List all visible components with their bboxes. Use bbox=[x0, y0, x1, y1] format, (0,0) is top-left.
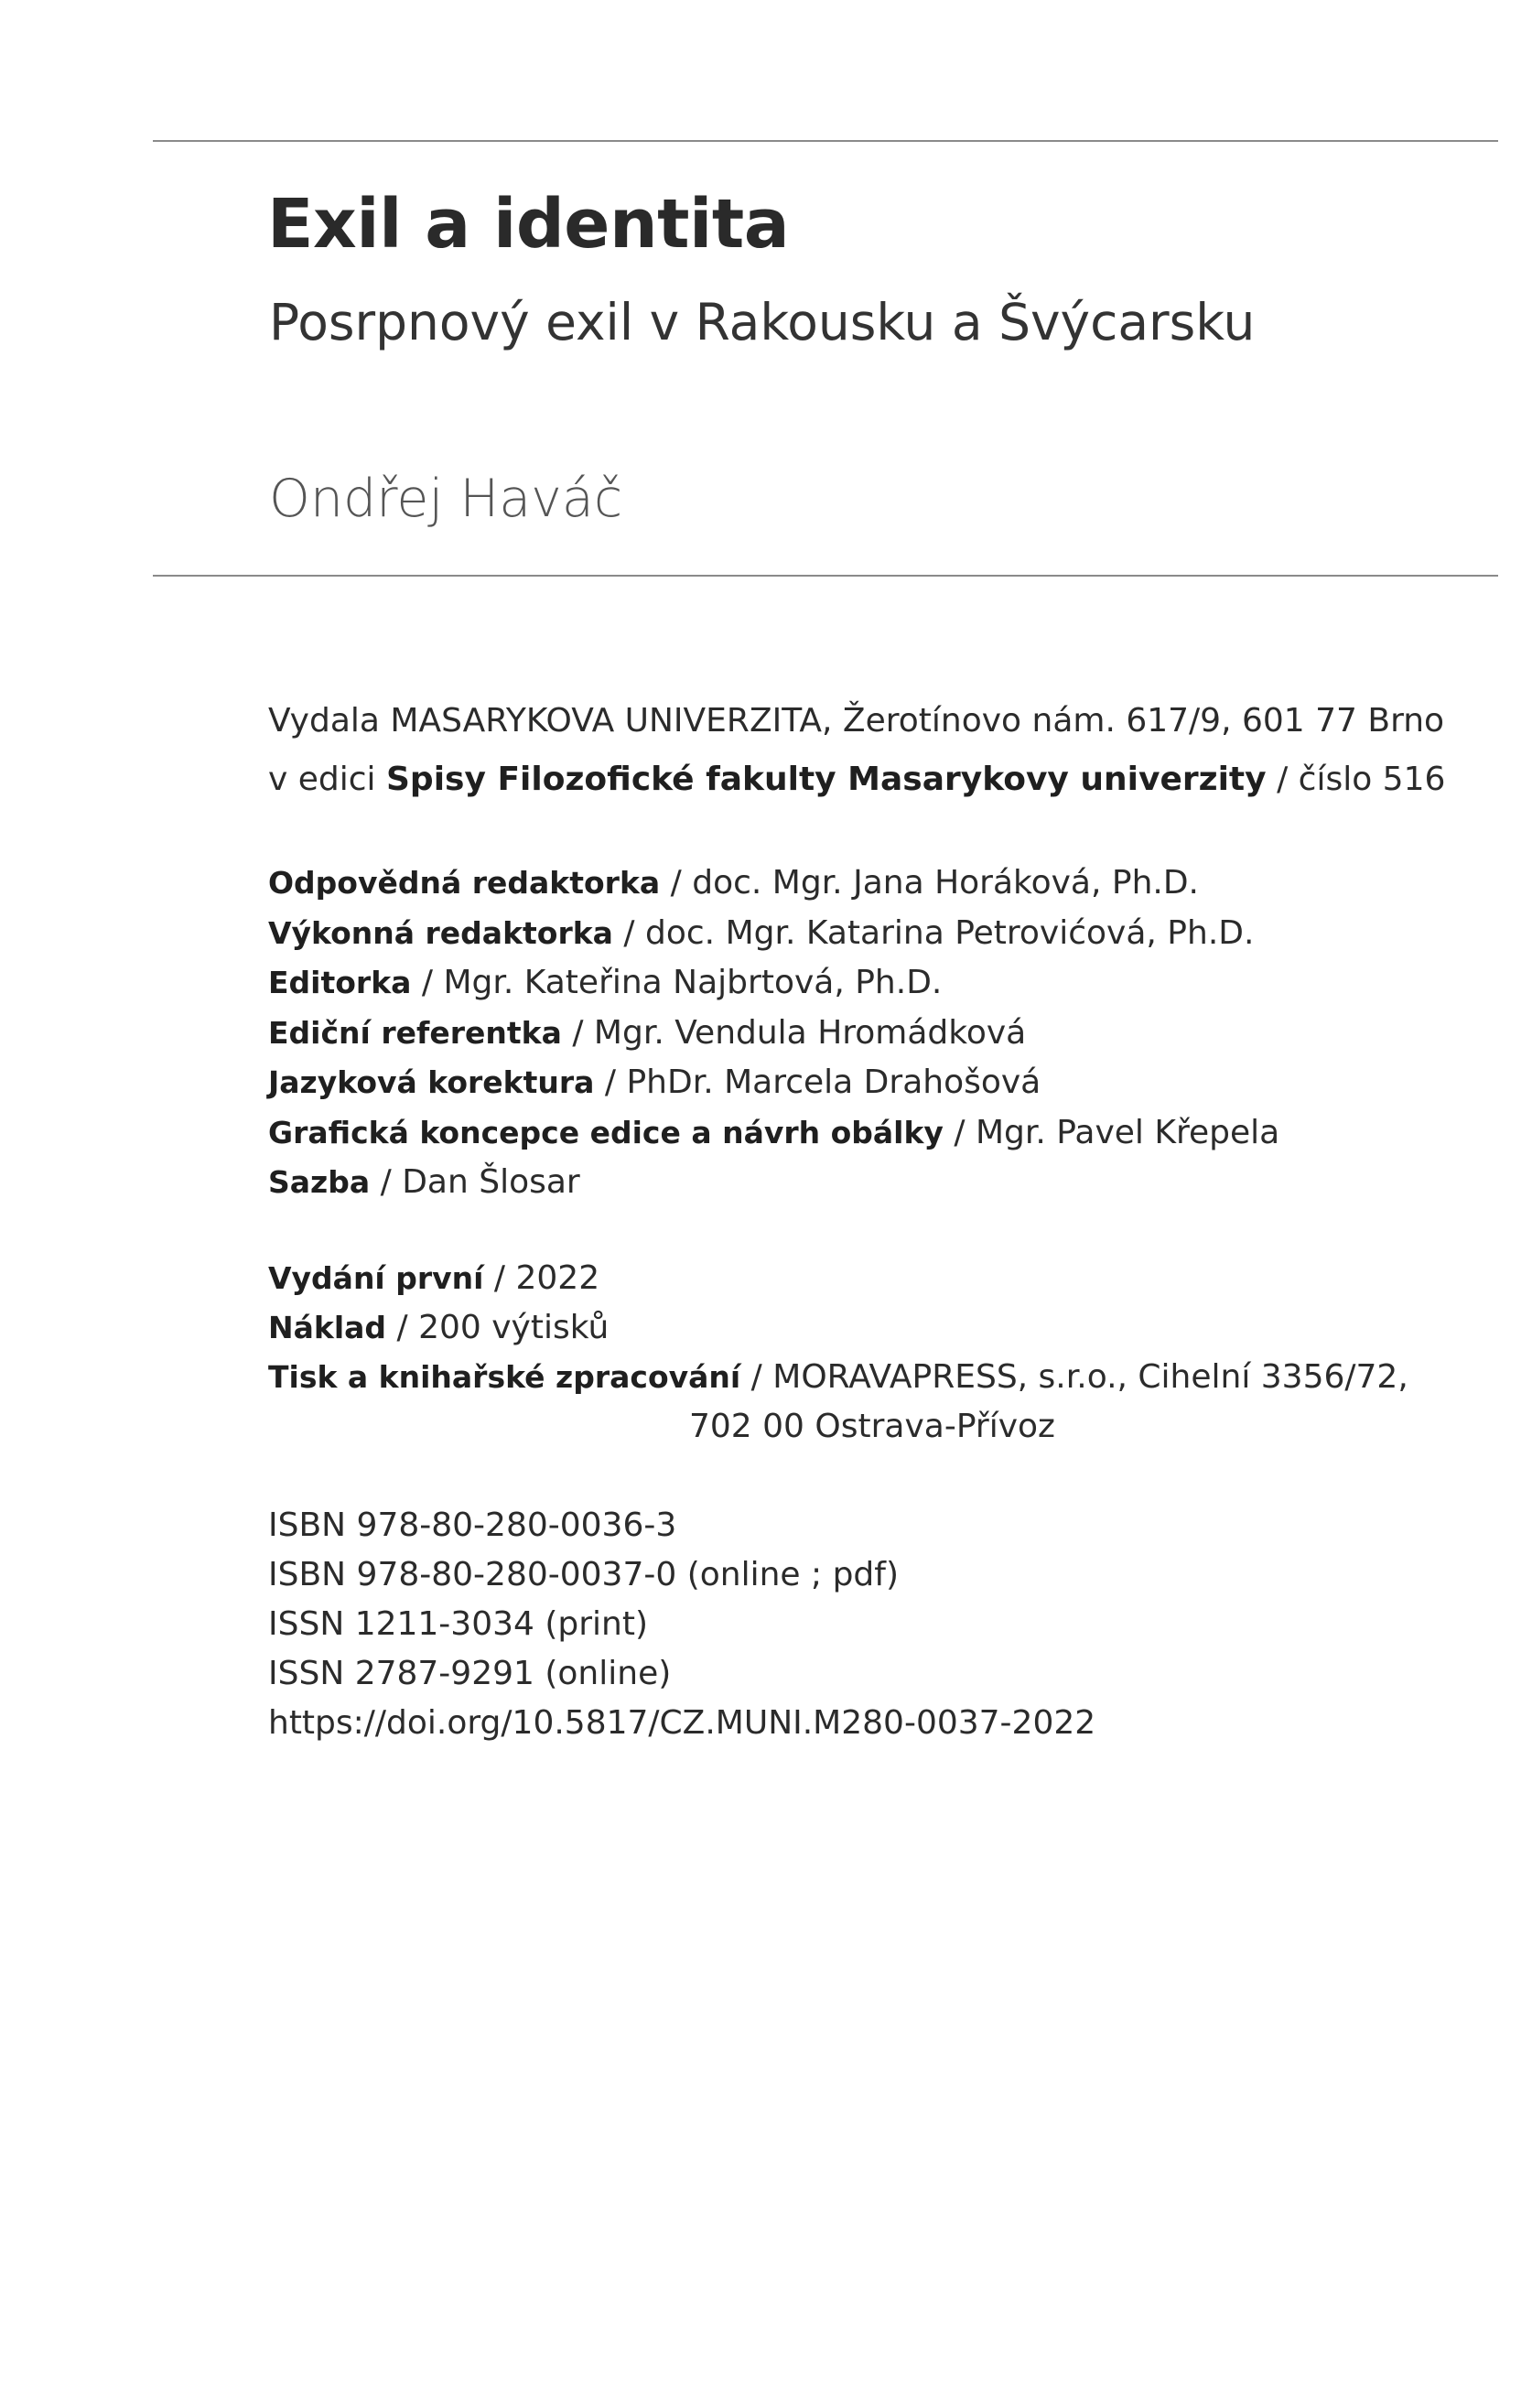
series-name: Spisy Filozofické fakulty Masarykovy univerzity bbox=[386, 761, 1267, 798]
isbn-online: ISBN 978-80-280-0037-0 (online ; pdf) bbox=[268, 1556, 899, 1593]
credit-row bbox=[268, 958, 1279, 1009]
series-line bbox=[268, 750, 1445, 809]
credit-role: Odpovědná redaktorka bbox=[268, 865, 661, 901]
credit-row bbox=[268, 1158, 1279, 1208]
credit-name: doc. Mgr. Katarina Petrovićová, Ph.D. bbox=[645, 913, 1255, 952]
identifiers-block bbox=[268, 1501, 1095, 1748]
credit-role: Ediční referentka bbox=[268, 1014, 562, 1051]
isbn-print: ISBN 978-80-280-0036-3 bbox=[268, 1506, 677, 1544]
credit-role: Jazyková korektura bbox=[268, 1064, 595, 1100]
issn-online: ISSN 2787-9291 (online) bbox=[268, 1655, 672, 1692]
printer-address-line2: 702 00 Ostrava-Přívoz bbox=[689, 1408, 1055, 1445]
publisher-block bbox=[268, 692, 1445, 809]
issn-print: ISSN 1211-3034 (print) bbox=[268, 1605, 649, 1643]
top-divider bbox=[153, 140, 1498, 142]
print-run-row bbox=[268, 1303, 1408, 1353]
publisher-line: Vydala MASARYKOVA UNIVERZITA, Žerotínovo nám. 617/9, 601 77 Brno bbox=[268, 702, 1445, 740]
series-number: / číslo 516 bbox=[1277, 761, 1446, 798]
edition-separator: / bbox=[493, 1259, 506, 1297]
credit-separator: / bbox=[670, 864, 682, 902]
credit-separator: / bbox=[954, 1113, 966, 1151]
staff-credits bbox=[268, 858, 1279, 1208]
print-run-label: Náklad bbox=[268, 1310, 387, 1345]
edition-row bbox=[268, 1254, 1408, 1303]
print-run-value: 200 výtisků bbox=[418, 1309, 610, 1346]
printer-separator: / bbox=[750, 1358, 762, 1396]
credit-role: Editorka bbox=[268, 965, 412, 1000]
credit-row bbox=[268, 858, 1279, 909]
credit-name: doc. Mgr. Jana Horáková, Ph.D. bbox=[692, 864, 1199, 902]
credit-row bbox=[268, 1108, 1279, 1159]
middle-divider bbox=[153, 575, 1498, 577]
series-prefix: v edici bbox=[268, 761, 376, 798]
edition-info bbox=[268, 1254, 1408, 1452]
printer-label: Tisk a knihařské zpracování bbox=[268, 1359, 741, 1395]
credit-role: Výkonná redaktorka bbox=[268, 914, 613, 951]
credit-row bbox=[268, 909, 1279, 959]
credit-separator: / bbox=[380, 1163, 392, 1201]
print-run-separator: / bbox=[396, 1309, 408, 1346]
credit-separator: / bbox=[421, 964, 434, 1001]
credit-row bbox=[268, 1009, 1279, 1059]
credit-role: Sazba bbox=[268, 1164, 371, 1200]
edition-year: 2022 bbox=[515, 1259, 600, 1297]
credit-separator: / bbox=[604, 1064, 617, 1101]
credit-row bbox=[268, 1058, 1279, 1108]
book-author: Ondřej Haváč bbox=[269, 469, 623, 529]
credit-name: Mgr. Vendula Hromádková bbox=[593, 1013, 1027, 1052]
book-subtitle: Posrpnový exil v Rakousku a Švýcarsku bbox=[269, 293, 1256, 351]
credit-name: Mgr. Kateřina Najbrtová, Ph.D. bbox=[443, 964, 943, 1001]
credit-name: PhDr. Marcela Drahošová bbox=[626, 1064, 1041, 1101]
book-title: Exil a identita bbox=[267, 185, 790, 264]
printer-address-line1: MORAVAPRESS, s.r.o., Cihelní 3356/72, bbox=[772, 1358, 1408, 1396]
credit-separator: / bbox=[572, 1013, 584, 1052]
printer-row bbox=[268, 1353, 1408, 1402]
credit-name: Dan Šlosar bbox=[402, 1163, 580, 1201]
credit-name: Mgr. Pavel Křepela bbox=[976, 1113, 1280, 1151]
doi-link: https://doi.org/10.5817/CZ.MUNI.M280-0037-2022 bbox=[268, 1704, 1096, 1742]
edition-label: Vydání první bbox=[268, 1260, 484, 1296]
credit-separator: / bbox=[623, 913, 635, 952]
credit-role: Grafická koncepce edice a návrh obálky bbox=[268, 1114, 944, 1150]
